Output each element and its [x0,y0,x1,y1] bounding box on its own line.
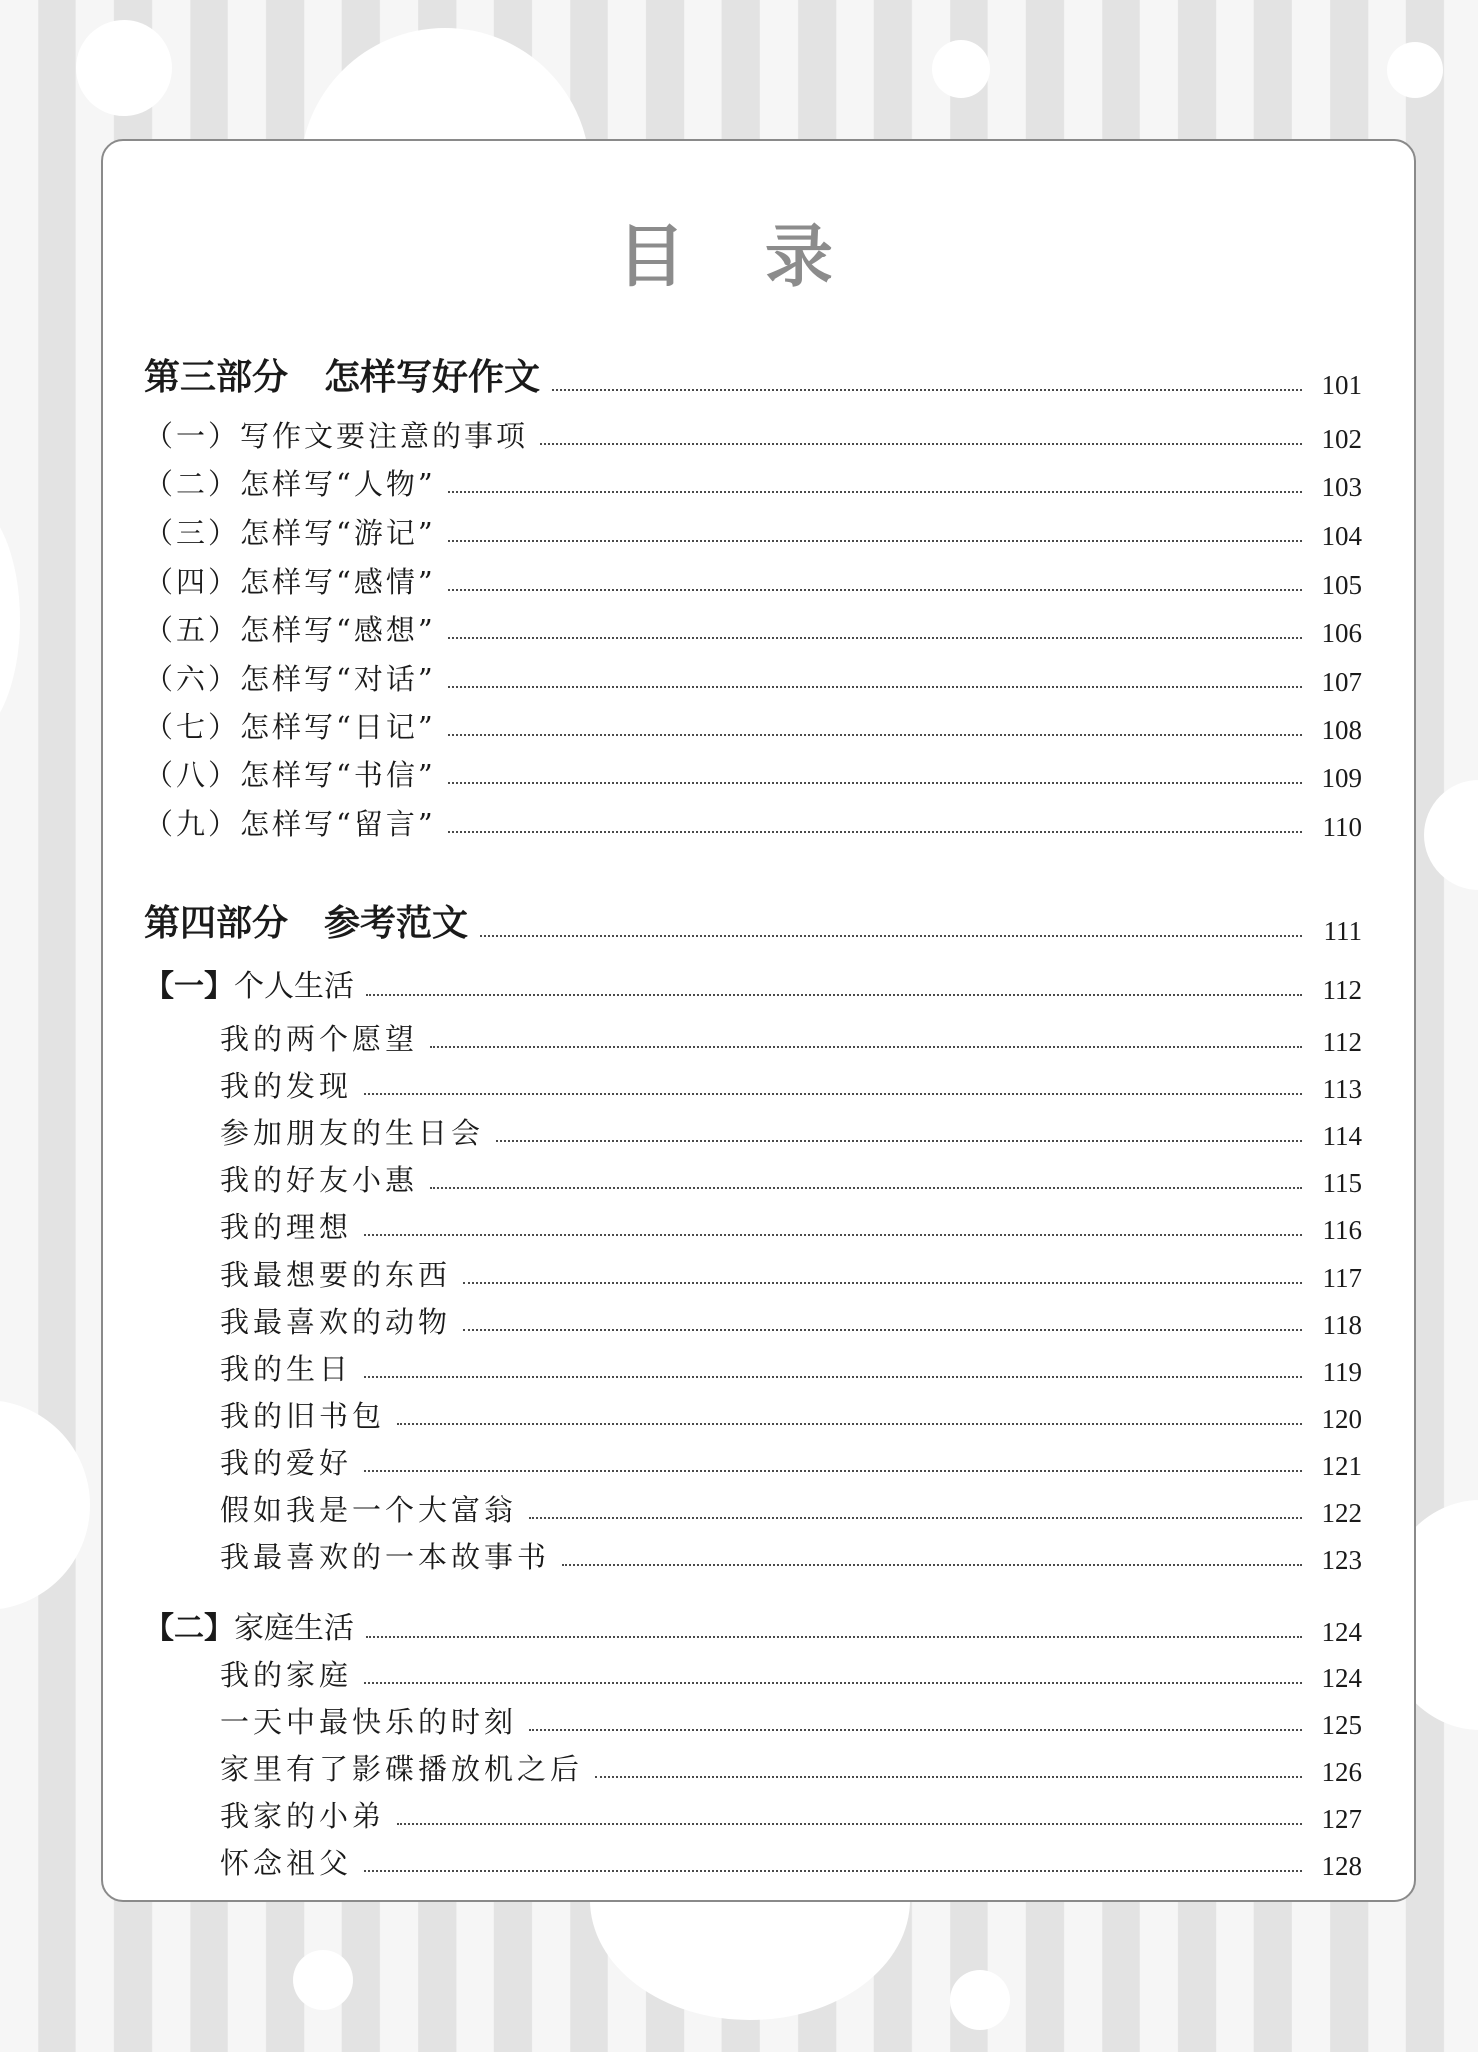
toc-entry-title: 参加朋友的生日会 [220,1116,485,1150]
section-bracket: 【一】 [144,969,234,1004]
toc-entry-title: 我的理想 [220,1210,353,1244]
toc-section-title: 个人生活 [234,969,354,1004]
toc-entry-title: 我的好友小惠 [220,1163,419,1197]
page-number: 110 [1322,812,1362,842]
page-number: 121 [1321,1451,1362,1481]
toc-entry-title: 一天中最快乐的时刻 [220,1705,518,1739]
dot-leader [430,1187,1302,1189]
toc-entry-title: （七）怎样写“日记” [144,710,436,744]
toc-section-title: 家庭生活 [234,1611,354,1646]
toc-entry-title: （八）怎样写“书信” [144,758,436,792]
toc-part-title: 第四部分 参考范文 [144,903,469,944]
decor-circle [1387,42,1443,98]
dot-leader [448,734,1302,736]
toc-entry-title: 我的家庭 [220,1658,353,1692]
toc-entry-title: 我的旧书包 [220,1399,386,1433]
dot-leader [397,1823,1302,1825]
dot-leader [463,1329,1302,1331]
decor-circle [0,1400,90,1610]
decor-circle [0,500,20,740]
page-number: 106 [1321,618,1362,648]
toc-entry-title: （二）怎样写“人物” [144,467,436,501]
page-number: 107 [1321,667,1362,697]
toc-part-entry[interactable] [144,356,1362,400]
dot-leader [366,1636,1302,1638]
toc-entry[interactable] [144,612,1362,648]
dot-leader [364,1470,1302,1472]
toc-entry-title: 我的爱好 [220,1446,353,1480]
toc-entry[interactable] [220,1845,1362,1881]
page-title: 目 录 [617,218,861,297]
page-number: 101 [1321,370,1362,400]
toc-entry[interactable] [220,1068,1362,1104]
toc-part-title: 第三部分 怎样写好作文 [144,357,541,398]
toc-entry-title: （五）怎样写“感想” [144,613,436,647]
toc-entry-title: 我最喜欢的一本故事书 [220,1540,551,1574]
page-number: 124 [1321,1663,1362,1693]
toc-entry[interactable] [144,418,1362,454]
page-number: 119 [1322,1357,1362,1387]
dot-leader [448,831,1302,833]
toc-entry[interactable] [220,1351,1362,1387]
page-number: 125 [1321,1710,1362,1740]
dot-leader [397,1423,1302,1425]
page-number: 124 [1321,1617,1362,1647]
page-number: 109 [1321,763,1362,793]
toc-entry-title: （九）怎样写“留言” [144,807,436,841]
toc-entry[interactable] [220,1492,1362,1528]
toc-entry[interactable] [220,1704,1362,1740]
dot-leader [562,1564,1302,1566]
dot-leader [448,637,1302,639]
dot-leader [448,589,1302,591]
page-number: 118 [1322,1310,1362,1340]
dot-leader [364,1376,1302,1378]
toc-part-entry[interactable] [144,902,1362,946]
page-number: 126 [1321,1757,1362,1787]
decor-circle [932,40,990,98]
toc-entry-title: （一）写作文要注意的事项 [144,419,529,453]
dot-leader [448,686,1302,688]
decor-circle [1424,780,1478,890]
toc-section-entry[interactable] [144,1611,1362,1647]
toc-entry-title: 我的发现 [220,1069,353,1103]
dot-leader [448,782,1302,784]
toc-entry[interactable] [220,1798,1362,1834]
dot-leader [496,1140,1302,1142]
toc-entry[interactable] [220,1257,1362,1293]
toc-entry-title: 我最想要的东西 [220,1258,452,1292]
toc-entry[interactable] [220,1445,1362,1481]
decor-circle [76,20,172,116]
toc-entry[interactable] [144,466,1362,502]
toc-entry[interactable] [220,1751,1362,1787]
page-number: 113 [1322,1074,1362,1104]
page-number: 122 [1321,1498,1362,1528]
dot-leader [595,1776,1302,1778]
dot-leader [430,1046,1302,1048]
toc-entry[interactable] [144,757,1362,793]
section-bracket: 【二】 [144,1611,234,1646]
toc-entry-title: 假如我是一个大富翁 [220,1493,518,1527]
toc-entry-title: （六）怎样写“对话” [144,662,436,696]
page-number: 117 [1322,1263,1362,1293]
toc-entry[interactable] [144,806,1362,842]
page-number: 103 [1321,472,1362,502]
toc-entry[interactable] [220,1657,1362,1693]
page-number: 128 [1321,1851,1362,1881]
toc-entry[interactable] [220,1209,1362,1245]
toc-entry[interactable] [220,1021,1362,1057]
page-number: 111 [1323,916,1362,946]
toc-section-entry[interactable] [144,969,1362,1005]
toc-entry-title: （三）怎样写“游记” [144,516,436,550]
page-number: 104 [1321,521,1362,551]
toc-entry[interactable] [220,1398,1362,1434]
toc-entry-title: 我家的小弟 [220,1799,386,1833]
dot-leader [463,1282,1302,1284]
page-number: 105 [1321,570,1362,600]
page-number: 115 [1322,1168,1362,1198]
toc-entry[interactable] [220,1115,1362,1151]
page-number: 102 [1321,424,1362,454]
page-number: 116 [1322,1215,1362,1245]
page-number: 127 [1321,1804,1362,1834]
dot-leader [529,1517,1302,1519]
toc-entry-title: 我的两个愿望 [220,1022,419,1056]
toc-entry[interactable] [144,515,1362,551]
decor-circle [950,1970,1010,2030]
toc-entry[interactable] [144,661,1362,697]
toc-entry[interactable] [144,709,1362,745]
page-number: 112 [1322,1027,1362,1057]
toc-entry[interactable] [220,1162,1362,1198]
dot-leader [529,1729,1302,1731]
dot-leader [540,443,1302,445]
toc-entry-title: 我最喜欢的动物 [220,1305,452,1339]
toc-entry[interactable] [220,1304,1362,1340]
dot-leader [480,935,1302,937]
dot-leader [448,491,1302,493]
page-number: 123 [1321,1545,1362,1575]
page-number: 108 [1321,715,1362,745]
dot-leader [366,994,1302,996]
decor-circle [293,1950,353,2010]
toc-entry-title: 怀念祖父 [220,1846,353,1880]
toc-entry-title: 家里有了影碟播放机之后 [220,1752,584,1786]
dot-leader [552,389,1302,391]
dot-leader [448,540,1302,542]
toc-entry-title: （四）怎样写“感情” [144,565,436,599]
page-number: 114 [1322,1121,1362,1151]
dot-leader [364,1682,1302,1684]
toc-entry-title: 我的生日 [220,1352,353,1386]
page-number: 120 [1321,1404,1362,1434]
toc-entry[interactable] [144,564,1362,600]
toc-entry[interactable] [220,1539,1362,1575]
dot-leader [364,1093,1302,1095]
dot-leader [364,1234,1302,1236]
dot-leader [364,1870,1302,1872]
page-number: 112 [1322,975,1362,1005]
